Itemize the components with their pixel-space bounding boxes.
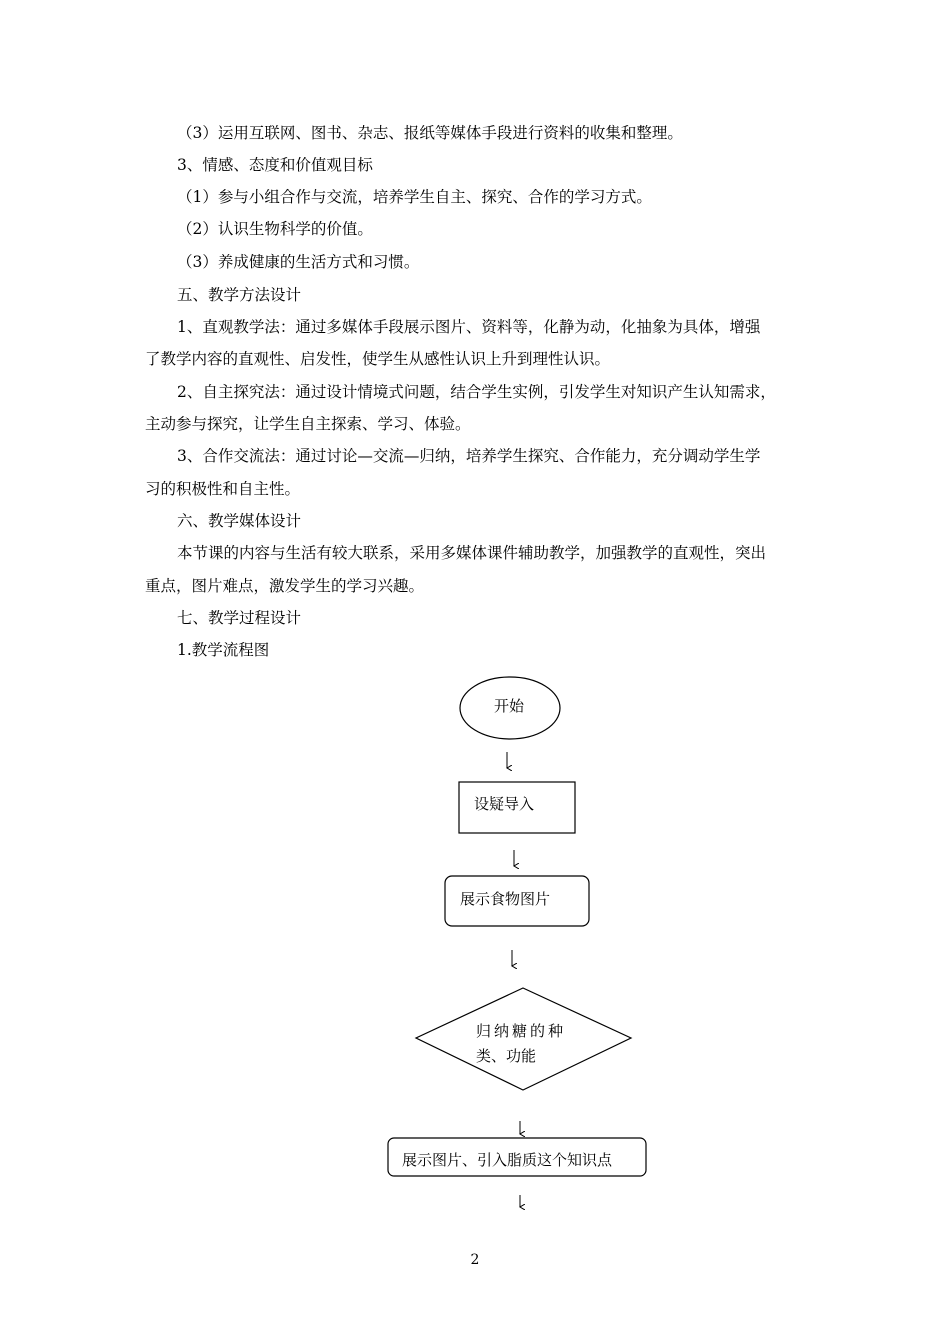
paragraph-line: （3）运用互联网、图书、杂志、报纸等媒体手段进行资料的收集和整理。 <box>177 124 683 142</box>
paragraph-line: 习的积极性和自主性。 <box>145 480 301 498</box>
flow-decision-label: 类、功能 <box>476 1047 537 1065</box>
section-heading: 六、教学媒体设计 <box>177 512 302 530</box>
section-heading: 五、教学方法设计 <box>177 286 302 304</box>
flow-start-label: 开始 <box>494 697 525 715</box>
subsection-heading: 1.教学流程图 <box>177 641 270 659</box>
flow-step-label: 展示食物图片 <box>460 890 551 908</box>
paragraph-line: 2、自主探究法：通过设计情境式问题，结合学生实例，引发学生对知识产生认知需求， <box>177 383 776 401</box>
flow-decision-label: 归纳糖的种 <box>476 1022 567 1040</box>
paragraph-line: （3）养成健康的生活方式和习惯。 <box>177 253 420 271</box>
page-number: 2 <box>470 1252 480 1268</box>
paragraph-line: （2）认识生物科学的价值。 <box>177 220 373 238</box>
paragraph-line: 主动参与探究，让学生自主探索、学习、体验。 <box>145 415 471 433</box>
section-heading: 3、情感、态度和价值观目标 <box>177 156 373 174</box>
flow-step-label: 设疑导入 <box>474 795 535 813</box>
paragraph-line: 重点，图片难点，激发学生的学习兴趣。 <box>145 577 425 595</box>
paragraph-line: （1）参与小组合作与交流，培养学生自主、探究、合作的学习方式。 <box>177 188 652 206</box>
flow-step-label: 展示图片、引入脂质这个知识点 <box>402 1151 613 1169</box>
paragraph-line: 1、直观教学法：通过多媒体手段展示图片、资料等，化静为动，化抽象为具体，增强 <box>177 318 761 336</box>
section-heading: 七、教学过程设计 <box>177 609 302 627</box>
paragraph-line: 了教学内容的直观性、启发性，使学生从感性认识上升到理性认识。 <box>145 350 611 368</box>
paragraph-line: 3、合作交流法：通过讨论—交流—归纳，培养学生探究、合作能力，充分调动学生学 <box>177 447 761 465</box>
paragraph-line: 本节课的内容与生活有较大联系，采用多媒体课件辅助教学，加强教学的直观性，突出 <box>177 544 767 562</box>
